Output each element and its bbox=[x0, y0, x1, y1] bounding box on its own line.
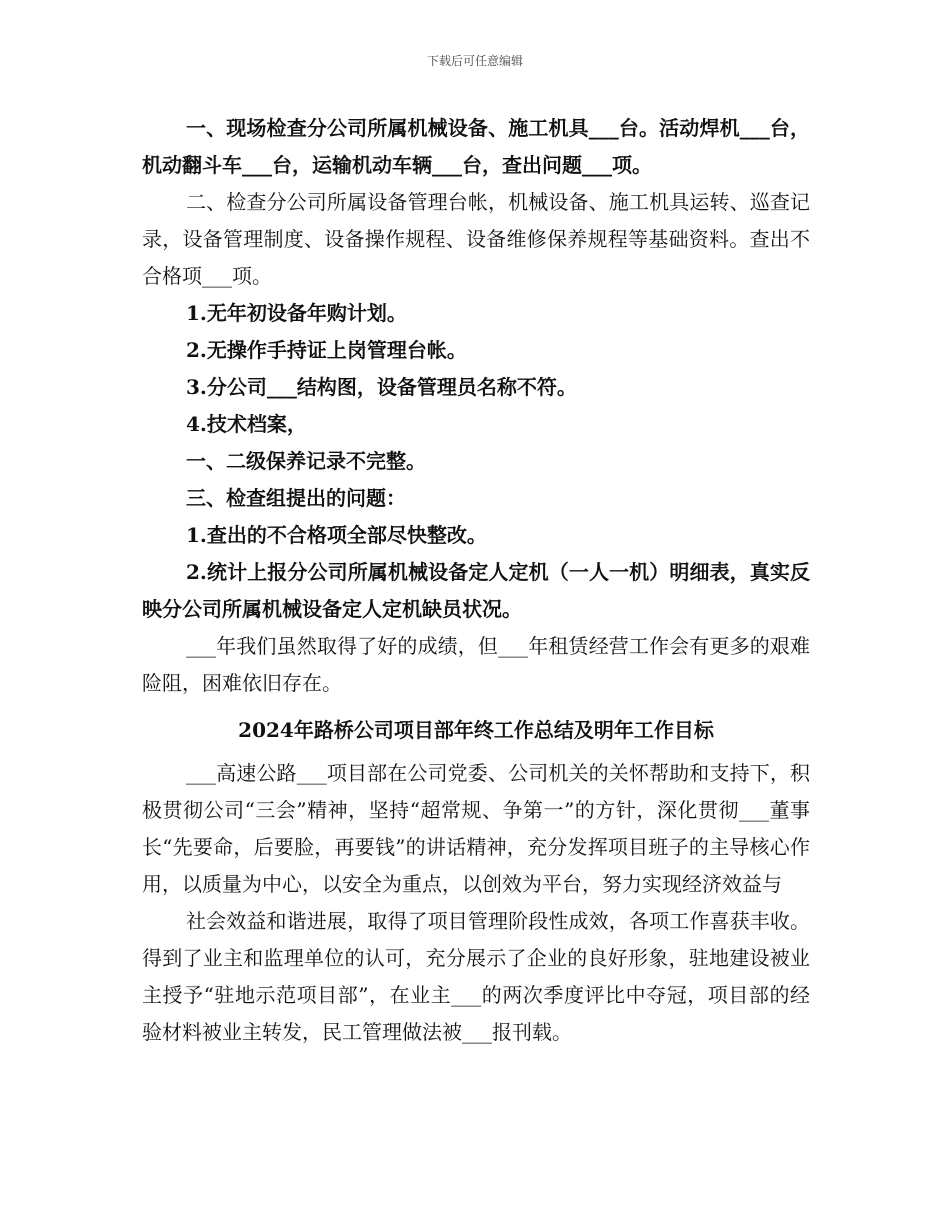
document-body bbox=[142, 110, 810, 1051]
section-issues-heading: 三、检查组提出的问题： bbox=[186, 486, 406, 510]
section-title: 2024年路桥公司项目部年终工作总结及明年工作目标 bbox=[238, 718, 714, 742]
issue-item-1: 1.查出的不合格项全部尽快整改。 bbox=[186, 523, 487, 547]
section-paragraph-1: ___高速公路___项目部在公司党委、公司机关的关怀帮助和支持下，积极贯彻公司“三会”精神，坚持“超常规、争第一”的方针，深化贯彻___董事长“先要命，后要脸，再要钱”的讲话精神，充分发挥项目班子的主导核心作用，以质量为中心，以安全为重点，以创效为平台，努力实现经济效益与 bbox=[142, 761, 810, 896]
list-item-3: 3.分公司___结构图，设备管理员名称不符。 bbox=[186, 375, 577, 399]
list-item-2: 2.无操作手持证上岗管理台帐。 bbox=[186, 338, 467, 362]
issue-item-2: 2.统计上报分公司所属机械设备定人定机（一人一机）明细表，真实反映分公司所属机械设备定人定机缺员状况。 bbox=[142, 560, 810, 621]
section-paragraph-2: 社会效益和谐进展，取得了项目管理阶段性成效，各项工作喜获丰收。得到了业主和监理单位的认可，充分展示了企业的良好形象，驻地建设被业主授予“驻地示范项目部”，在业主___的两次季度评比中夺冠，项目部的经验材料被业主转发，民工管理做法被___报刊载。 bbox=[142, 909, 810, 1044]
list-item-maintenance: 一、二级保养记录不完整。 bbox=[186, 449, 426, 473]
paragraph-outlook: ___年我们虽然取得了好的成绩，但___年租赁经营工作会有更多的艰难险阻，困难依旧存在。 bbox=[142, 634, 810, 695]
list-item-1: 1.无年初设备年购计划。 bbox=[186, 301, 407, 325]
paragraph-site-inspection: 一、现场检查分公司所属机械设备、施工机具___台。活动焊机___台，机动翻斗车___台，运输机动车辆___台，查出问题___项。 bbox=[142, 116, 810, 177]
list-item-4: 4.技术档案， bbox=[186, 412, 307, 436]
paragraph-ledger-inspection: 二、检查分公司所属设备管理台帐，机械设备、施工机具运转、巡查记录，设备管理制度、设备操作规程、设备维修保养规程等基础资料。查出不合格项___项。 bbox=[142, 190, 810, 288]
page-header: 下载后可任意编辑 bbox=[426, 54, 523, 68]
